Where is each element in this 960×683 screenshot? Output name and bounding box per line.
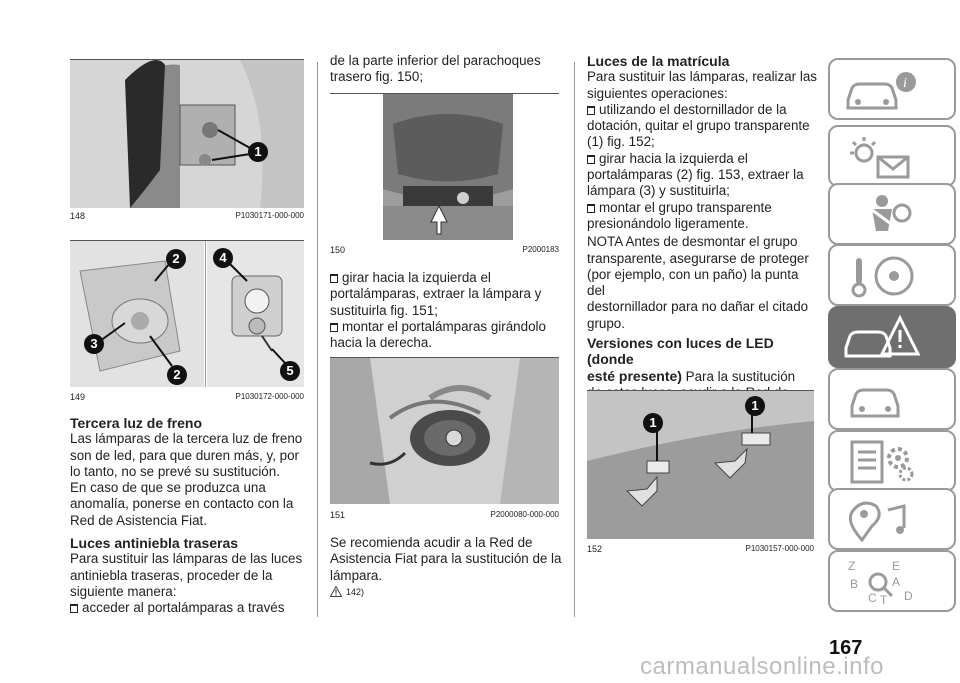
led-heading-line [587, 368, 819, 385]
figure-code: P1030157-000-000 [745, 544, 814, 553]
text-line: Asistencia Fiat para la sustitución de la [330, 551, 562, 567]
steering-key-icon [842, 252, 922, 300]
fig149-photo-left [70, 241, 204, 387]
text-line: grupo. [587, 315, 625, 331]
fig148-caption [70, 211, 304, 221]
text-line: portalámparas (2) fig. 153, extraer la [587, 167, 804, 183]
figure-number: 150 [330, 245, 346, 255]
bullet-text: utilizando el destornillador de la [599, 101, 787, 117]
fig151-photo [330, 358, 559, 504]
text-line: Para sustituir las lámparas de las luces [70, 551, 303, 567]
fig149-divider [205, 241, 206, 387]
bullet-icon [330, 274, 338, 283]
bullet-icon [587, 155, 595, 164]
bullet-item [587, 151, 819, 167]
column-divider [317, 62, 318, 617]
warning-ref-text: 142) [346, 586, 365, 597]
index-letter: A [892, 575, 901, 589]
bullet-item [587, 102, 819, 118]
sidebar-tab-servicing[interactable] [828, 368, 956, 430]
bullet-icon [330, 323, 338, 332]
bullet-icon [587, 106, 595, 115]
text-line: anomalía, ponerse en contacto con la [70, 496, 294, 512]
callout-4: 4 [213, 248, 233, 268]
callout-1: 1 [745, 396, 765, 416]
bullet-icon [70, 604, 78, 613]
warning-triangle-icon [330, 586, 342, 597]
callout-1: 1 [248, 142, 268, 162]
text-line: sustituirla fig. 151; [330, 302, 438, 318]
text-line: lámpara. [330, 567, 383, 583]
text-line: presionándolo ligeramente. [587, 215, 749, 231]
text-line: NOTA Antes de desmontar el grupo [587, 234, 798, 250]
text-line: Se recomienda acudir a la Red de [330, 535, 533, 550]
text-line: portalámparas, extraer la lámpara y [330, 286, 542, 302]
figure-code: P2000080-000-000 [490, 510, 559, 519]
text-line: transparente, asegurarse de proteger [587, 250, 809, 266]
figure-number: 151 [330, 510, 346, 520]
text-line: Las lámparas de la tercera luz de freno [70, 431, 303, 447]
text-line: destornillador para no dañar el citado [587, 299, 809, 315]
led-heading: Versiones con luces de LED (donde [587, 335, 774, 368]
fig150-caption [330, 245, 559, 255]
fig149-photo-right [207, 241, 304, 387]
index-letter: E [892, 559, 901, 573]
sidebar-tab-warning-lights[interactable] [828, 125, 956, 187]
fig150-photo [383, 94, 513, 240]
sidebar-tab-technical-data[interactable] [828, 430, 956, 492]
fig151-caption [330, 510, 559, 520]
bullet-item [330, 270, 570, 286]
safety-airbag-icon [842, 191, 922, 239]
watermark-text: carmanualsonline.info [640, 653, 884, 680]
text-line: antiniebla traseras, proceder de la [70, 567, 273, 583]
warning-reference [330, 586, 364, 597]
sidebar-tab-safety[interactable] [828, 183, 956, 245]
breakdown-warning-icon [842, 314, 922, 362]
col2-top-text [330, 53, 570, 86]
bullet-item [330, 319, 570, 335]
text-line: Red de Asistencia Fiat. [70, 512, 207, 528]
column-divider [574, 62, 575, 617]
led-heading-tail: esté presente) [587, 367, 682, 384]
car-maintenance-icon [842, 376, 922, 424]
text-line: En caso de que se produzca una [70, 480, 266, 496]
bullet-text: montar el portalámparas girándolo [342, 318, 546, 334]
sidebar-tab-car-info[interactable] [828, 58, 956, 120]
col2-bullets [330, 270, 570, 351]
section-heading: Luces de la matrícula [587, 53, 730, 69]
fig152-caption [587, 544, 814, 554]
section-tercera-luz [70, 415, 310, 617]
callout-2: 2 [166, 249, 186, 269]
bullet-text: girar hacia la izquierda el [342, 270, 491, 285]
index-icon [842, 558, 922, 606]
figure-number: 149 [70, 392, 86, 402]
text-line: trasero fig. 150; [330, 69, 424, 85]
figure-code: P1030172-000-000 [235, 392, 304, 401]
figure-code: P1030171-000-000 [235, 211, 304, 220]
car-info-icon [842, 66, 922, 114]
bullet-text: montar el grupo transparente [599, 199, 772, 215]
text-line: hacia la derecha. [330, 335, 432, 351]
sidebar-tab-emergency[interactable] [828, 306, 956, 368]
index-letter: B [850, 577, 859, 591]
index-letter: C [868, 591, 877, 605]
section-heading: Luces antiniebla traseras [70, 535, 239, 552]
warning-lights-icon [842, 133, 922, 181]
text-line: dotación, quitar el grupo transparente [587, 118, 810, 134]
figure-code: P2000183 [522, 245, 559, 254]
index-letter: T [880, 593, 888, 606]
index-letter: Z [848, 559, 856, 573]
fig148-photo [70, 60, 304, 208]
bullet-text: acceder al portalámparas a través [82, 600, 285, 616]
callout-1: 1 [643, 413, 663, 433]
text-line: son de led, para que duren más, y, por [70, 447, 300, 463]
text-line: lo tanto, no se prevé su sustitución. [70, 463, 280, 479]
text-line: siguiente manera: [70, 583, 177, 599]
sidebar-tab-multimedia[interactable] [828, 488, 956, 550]
text-line: (1) fig. 152; [587, 134, 655, 150]
section-heading: Tercera luz de freno [70, 415, 203, 431]
text-line: lámpara (3) y sustituirla; [587, 183, 730, 199]
callout-2: 2 [167, 365, 187, 385]
sidebar-tab-starting-driving[interactable] [828, 244, 956, 306]
bullet-item [70, 600, 310, 616]
bullet-text: girar hacia la izquierda el [599, 150, 748, 166]
text-line: Para la sustitución [685, 368, 796, 384]
fig149-caption [70, 392, 304, 402]
technical-data-icon [842, 438, 922, 486]
callout-5: 5 [280, 361, 300, 381]
text-line: siguientes operaciones: [587, 85, 728, 101]
text-line: Para sustituir las lámparas, realizar las [587, 69, 817, 85]
fig152-photo [587, 391, 814, 539]
sidebar-tab-index[interactable] [828, 550, 956, 612]
callout-3: 3 [84, 334, 104, 354]
index-letter: D [904, 589, 913, 603]
multimedia-icon [842, 496, 922, 544]
page-number: 167 [829, 637, 863, 659]
bullet-icon [587, 204, 595, 213]
text-line: de la parte inferior del parachoques [330, 53, 541, 68]
text-line: (por ejemplo, con un paño) la punta del [587, 266, 799, 299]
figure-number: 152 [587, 544, 603, 554]
col3-text [587, 53, 819, 418]
svg-text:i: i [903, 76, 907, 91]
bullet-item [587, 200, 819, 216]
figure-number: 148 [70, 211, 86, 221]
col2-closing-text [330, 535, 570, 584]
